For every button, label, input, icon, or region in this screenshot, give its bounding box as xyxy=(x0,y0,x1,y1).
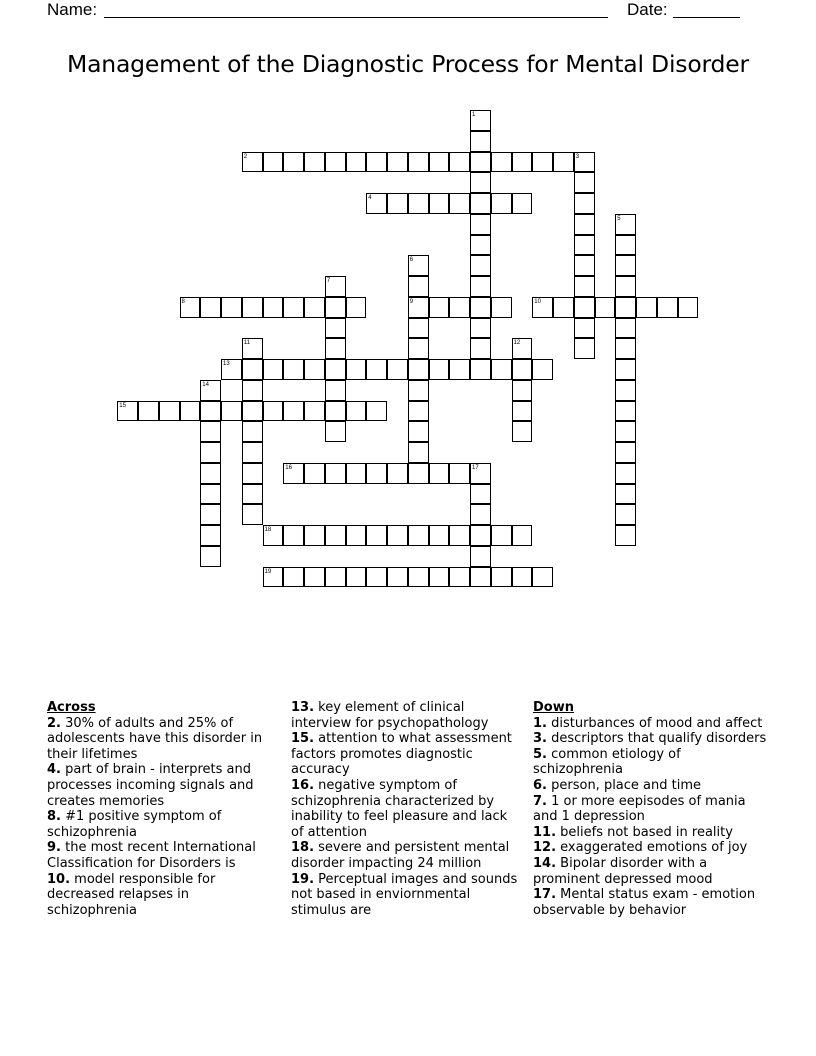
down-heading: Down xyxy=(533,700,574,715)
grid-cell[interactable] xyxy=(595,297,616,318)
clue-number: 12. xyxy=(533,840,557,856)
grid-cell[interactable] xyxy=(532,359,553,380)
grid-cell[interactable] xyxy=(283,359,304,380)
grid-cell[interactable] xyxy=(325,380,346,401)
clue-item xyxy=(291,840,523,871)
grid-cell[interactable] xyxy=(491,359,512,380)
grid-cell[interactable] xyxy=(242,463,263,484)
grid-cell[interactable] xyxy=(678,297,699,318)
grid-cell[interactable] xyxy=(512,525,533,546)
grid-cell[interactable] xyxy=(408,359,429,380)
grid-cell[interactable] xyxy=(200,484,221,505)
clue-text: Mental status exam - emotion observable by behavior xyxy=(533,887,756,918)
grid-cell[interactable] xyxy=(408,318,429,339)
grid-cell[interactable] xyxy=(325,401,346,422)
grid-cell[interactable] xyxy=(325,421,346,442)
clue-text: 30% of adults and 25% of adolescents have this disorder in their lifetimes xyxy=(47,715,263,762)
grid-cell[interactable] xyxy=(325,318,346,339)
grid-cell[interactable] xyxy=(304,463,325,484)
grid-cell[interactable] xyxy=(221,297,242,318)
grid-cell[interactable] xyxy=(346,401,367,422)
grid-cell[interactable] xyxy=(325,152,346,173)
grid-cell[interactable] xyxy=(325,567,346,588)
grid-cell[interactable] xyxy=(429,463,450,484)
grid-cell[interactable] xyxy=(449,297,470,318)
grid-cell[interactable] xyxy=(615,276,636,297)
clue-item xyxy=(291,778,523,840)
grid-cell[interactable] xyxy=(470,235,491,256)
grid-cell[interactable] xyxy=(408,338,429,359)
down-clues-column xyxy=(533,700,769,918)
grid-cell[interactable] xyxy=(200,525,221,546)
grid-cell[interactable] xyxy=(615,359,636,380)
clue-item xyxy=(533,887,769,918)
grid-cell[interactable] xyxy=(512,567,533,588)
clue-text: disturbances of mood and affect xyxy=(546,715,763,731)
grid-cell[interactable] xyxy=(325,463,346,484)
clue-item xyxy=(291,731,523,778)
grid-cell[interactable] xyxy=(283,152,304,173)
grid-cell[interactable] xyxy=(615,235,636,256)
clue-text: part of brain - interprets and processes incoming signals and creates memories xyxy=(47,762,254,809)
clue-number: 2. xyxy=(47,715,61,731)
grid-cell[interactable] xyxy=(532,567,553,588)
grid-cell[interactable] xyxy=(615,318,636,339)
clue-number: 9. xyxy=(47,840,61,856)
clue-number: 11. xyxy=(533,824,557,840)
clue-text: severe and persistent mental disorder impacting 24 million xyxy=(291,840,510,871)
clue-item xyxy=(47,809,275,840)
grid-cell[interactable] xyxy=(449,525,470,546)
grid-cell[interactable] xyxy=(283,567,304,588)
clue-number-label: 7 xyxy=(326,278,331,284)
grid-cell[interactable] xyxy=(615,401,636,422)
clue-item xyxy=(291,700,523,731)
grid-cell[interactable] xyxy=(491,525,512,546)
grid-cell[interactable] xyxy=(408,567,429,588)
grid-cell[interactable] xyxy=(346,567,367,588)
grid-cell[interactable] xyxy=(615,380,636,401)
grid-cell[interactable] xyxy=(449,152,470,173)
clue-number-label: 9 xyxy=(409,298,414,305)
grid-cell[interactable] xyxy=(304,525,325,546)
clue-number: 7. xyxy=(533,793,547,809)
clue-number-label: 4 xyxy=(368,195,372,201)
grid-cell[interactable] xyxy=(470,214,491,235)
grid-cell[interactable] xyxy=(138,401,159,422)
clue-text: Bipolar disorder with a prominent depressed mood xyxy=(533,855,713,887)
grid-cell[interactable] xyxy=(470,567,491,588)
grid-cell[interactable] xyxy=(242,380,263,401)
grid-cell[interactable] xyxy=(470,546,491,567)
grid-cell[interactable] xyxy=(574,255,595,276)
grid-cell[interactable] xyxy=(387,463,408,484)
grid-cell[interactable] xyxy=(242,359,263,380)
grid-cell[interactable] xyxy=(408,525,429,546)
grid-cell[interactable] xyxy=(200,401,221,422)
grid-cell[interactable] xyxy=(366,525,387,546)
name-label: Name: xyxy=(47,0,98,19)
clue-number: 4. xyxy=(47,762,61,778)
clue-number: 10. xyxy=(47,871,71,887)
clue-text: attention to what assessment factors promotes diagnostic accuracy xyxy=(291,731,512,778)
page-title: Management of the Diagnostic Process for Mental Disorder xyxy=(67,50,749,78)
grid-cell[interactable] xyxy=(242,421,263,442)
grid-cell[interactable] xyxy=(491,567,512,588)
across-heading: Across xyxy=(47,700,96,715)
grid-cell[interactable] xyxy=(242,442,263,463)
grid-cell[interactable] xyxy=(470,318,491,339)
grid-cell[interactable] xyxy=(366,359,387,380)
grid-cell[interactable] xyxy=(470,504,491,525)
grid-cell[interactable] xyxy=(512,421,533,442)
grid-cell[interactable] xyxy=(615,255,636,276)
grid-cell[interactable] xyxy=(387,152,408,173)
grid-cell[interactable] xyxy=(283,401,304,422)
grid-cell[interactable] xyxy=(325,338,346,359)
grid-cell[interactable] xyxy=(470,193,491,214)
grid-cell[interactable] xyxy=(304,359,325,380)
grid-cell[interactable] xyxy=(574,338,595,359)
clue-number-label: 19 xyxy=(264,568,272,575)
grid-cell[interactable] xyxy=(242,401,263,422)
clue-number-label: 10 xyxy=(534,298,541,305)
grid-cell[interactable] xyxy=(574,172,595,193)
clue-number: 13. xyxy=(291,700,315,715)
clue-number-label: 12 xyxy=(513,340,521,347)
grid-cell[interactable] xyxy=(574,276,595,297)
clue-number: 1. xyxy=(533,715,547,731)
clue-text: 1 or more eepisodes of mania and 1 depression xyxy=(533,793,746,825)
grid-cell[interactable] xyxy=(387,525,408,546)
grid-cell[interactable] xyxy=(408,442,429,463)
grid-cell[interactable] xyxy=(512,193,533,214)
grid-cell[interactable] xyxy=(180,401,201,422)
grid-cell[interactable] xyxy=(429,297,450,318)
grid-cell[interactable] xyxy=(325,359,346,380)
grid-cell[interactable] xyxy=(512,401,533,422)
grid-cell[interactable] xyxy=(470,297,491,318)
grid-cell[interactable] xyxy=(242,297,263,318)
clue-item xyxy=(47,762,275,809)
grid-cell[interactable] xyxy=(346,152,367,173)
grid-cell[interactable] xyxy=(429,152,450,173)
clue-number-label: 3 xyxy=(575,153,580,160)
grid-cell[interactable] xyxy=(408,152,429,173)
grid-cell[interactable] xyxy=(263,401,284,422)
grid-cell[interactable] xyxy=(408,401,429,422)
clue-text: key element of clinical interview for psychopathology xyxy=(291,700,489,731)
grid-cell[interactable] xyxy=(574,214,595,235)
grid-cell[interactable] xyxy=(200,546,221,567)
grid-cell[interactable] xyxy=(553,152,574,173)
grid-cell[interactable] xyxy=(429,193,450,214)
grid-cell[interactable] xyxy=(242,504,263,525)
grid-cell[interactable] xyxy=(615,421,636,442)
clue-item xyxy=(533,747,769,778)
grid-cell[interactable] xyxy=(263,359,284,380)
grid-cell[interactable] xyxy=(574,297,595,318)
grid-cell[interactable] xyxy=(512,359,533,380)
clue-text: Perceptual images and sounds not based in enviornmental stimulus are xyxy=(291,871,518,918)
grid-cell[interactable] xyxy=(283,525,304,546)
grid-cell[interactable] xyxy=(657,297,678,318)
grid-cell[interactable] xyxy=(615,484,636,505)
grid-cell[interactable] xyxy=(387,359,408,380)
clue-text: person, place and time xyxy=(546,777,702,793)
grid-cell[interactable] xyxy=(470,131,491,152)
grid-cell[interactable] xyxy=(449,359,470,380)
grid-cell[interactable] xyxy=(615,504,636,525)
grid-cell[interactable] xyxy=(366,152,387,173)
clue-item xyxy=(533,840,769,856)
grid-cell[interactable] xyxy=(449,463,470,484)
grid-cell[interactable] xyxy=(470,359,491,380)
clue-number: 15. xyxy=(291,731,315,747)
clue-number-label: 1 xyxy=(472,112,476,118)
grid-cell[interactable] xyxy=(200,463,221,484)
clue-item xyxy=(533,731,769,747)
grid-cell[interactable] xyxy=(429,359,450,380)
grid-cell[interactable] xyxy=(470,338,491,359)
clue-item xyxy=(533,716,769,732)
grid-cell[interactable] xyxy=(491,193,512,214)
grid-cell[interactable] xyxy=(346,359,367,380)
clue-item xyxy=(533,825,769,841)
grid-cell[interactable] xyxy=(491,297,512,318)
grid-cell[interactable] xyxy=(263,152,284,173)
grid-cell[interactable] xyxy=(387,193,408,214)
grid-cell[interactable] xyxy=(200,504,221,525)
grid-cell[interactable] xyxy=(366,463,387,484)
clue-item xyxy=(533,778,769,794)
grid-cell[interactable] xyxy=(636,297,657,318)
grid-cell[interactable] xyxy=(346,525,367,546)
clue-number: 3. xyxy=(533,731,547,747)
clue-number-label: 18 xyxy=(264,527,272,533)
clue-number: 5. xyxy=(533,746,547,762)
grid-cell[interactable] xyxy=(159,401,180,422)
clue-number: 14. xyxy=(533,855,557,871)
clue-number-label: 16 xyxy=(285,464,292,471)
grid-cell[interactable] xyxy=(553,297,574,318)
grid-cell[interactable] xyxy=(346,297,367,318)
grid-cell[interactable] xyxy=(532,152,553,173)
clue-item xyxy=(47,872,275,919)
grid-cell[interactable] xyxy=(470,255,491,276)
clue-number: 6. xyxy=(533,777,547,793)
grid-cell[interactable] xyxy=(408,421,429,442)
grid-cell[interactable] xyxy=(615,525,636,546)
grid-cell[interactable] xyxy=(408,193,429,214)
grid-cell[interactable] xyxy=(574,318,595,339)
clue-number: 16. xyxy=(291,777,315,793)
grid-cell[interactable] xyxy=(512,152,533,173)
clue-item xyxy=(47,716,275,763)
grid-cell[interactable] xyxy=(366,567,387,588)
grid-cell[interactable] xyxy=(387,567,408,588)
grid-cell[interactable] xyxy=(574,235,595,256)
grid-cell[interactable] xyxy=(242,484,263,505)
grid-cell[interactable] xyxy=(470,172,491,193)
clue-text: model responsible for decreased relapses in schizophrenia xyxy=(47,871,216,918)
grid-cell[interactable] xyxy=(512,380,533,401)
grid-cell[interactable] xyxy=(346,463,367,484)
grid-cell[interactable] xyxy=(615,297,636,318)
grid-cell[interactable] xyxy=(200,442,221,463)
clue-number: 19. xyxy=(291,871,315,887)
grid-cell[interactable] xyxy=(283,297,304,318)
clue-item xyxy=(533,856,769,887)
grid-cell[interactable] xyxy=(408,276,429,297)
grid-cell[interactable] xyxy=(615,463,636,484)
grid-cell[interactable] xyxy=(615,338,636,359)
grid-cell[interactable] xyxy=(470,276,491,297)
clue-number-label: 6 xyxy=(409,257,414,264)
across-clues-column xyxy=(47,700,275,918)
grid-cell[interactable] xyxy=(429,525,450,546)
date-label: Date: xyxy=(627,0,668,19)
grid-cell[interactable] xyxy=(449,567,470,588)
clue-text: #1 positive symptom of schizophrenia xyxy=(47,809,222,840)
grid-cell[interactable] xyxy=(304,567,325,588)
clue-number: 17. xyxy=(533,887,557,903)
across-clues-column-2 xyxy=(291,700,523,918)
grid-cell[interactable] xyxy=(325,297,346,318)
grid-cell[interactable] xyxy=(470,152,491,173)
grid-cell[interactable] xyxy=(200,421,221,442)
clue-item xyxy=(47,840,275,871)
grid-cell[interactable] xyxy=(263,297,284,318)
clue-text: descriptors that qualify disorders xyxy=(546,731,767,747)
clue-number-label: 13 xyxy=(223,361,230,367)
clue-text: the most recent International Classification for Disorders is xyxy=(47,840,256,871)
grid-cell[interactable] xyxy=(221,401,242,422)
clue-text: beliefs not based in reality xyxy=(556,824,733,840)
grid-cell[interactable] xyxy=(408,380,429,401)
clue-number-label: 8 xyxy=(181,298,185,305)
clue-text: negative symptom of schizophrenia characterized by inability to feel pleasure and lack of attention xyxy=(291,777,508,840)
grid-cell[interactable] xyxy=(408,463,429,484)
clue-item xyxy=(291,872,523,919)
clue-number: 8. xyxy=(47,809,61,825)
grid-cell[interactable] xyxy=(449,193,470,214)
clue-item xyxy=(533,794,769,825)
clue-number-label: 17 xyxy=(472,464,479,471)
grid-cell[interactable] xyxy=(470,525,491,546)
grid-cell[interactable] xyxy=(304,401,325,422)
grid-cell[interactable] xyxy=(615,442,636,463)
grid-cell[interactable] xyxy=(366,401,387,422)
clue-number-label: 14 xyxy=(202,381,209,388)
grid-cell[interactable] xyxy=(429,567,450,588)
grid-cell[interactable] xyxy=(574,193,595,214)
clue-number-label: 5 xyxy=(617,215,621,222)
grid-cell[interactable] xyxy=(304,152,325,173)
clue-number-label: 15 xyxy=(119,402,126,409)
grid-cell[interactable] xyxy=(200,297,221,318)
grid-cell[interactable] xyxy=(304,297,325,318)
grid-cell[interactable] xyxy=(470,484,491,505)
clue-text: exaggerated emotions of joy xyxy=(556,840,748,856)
grid-cell[interactable] xyxy=(491,152,512,173)
clue-number: 18. xyxy=(291,840,315,856)
clue-text: common etiology of schizophrenia xyxy=(533,746,681,778)
grid-cell[interactable] xyxy=(325,525,346,546)
clue-number-label: 11 xyxy=(243,340,250,347)
clue-number-label: 2 xyxy=(243,153,248,160)
